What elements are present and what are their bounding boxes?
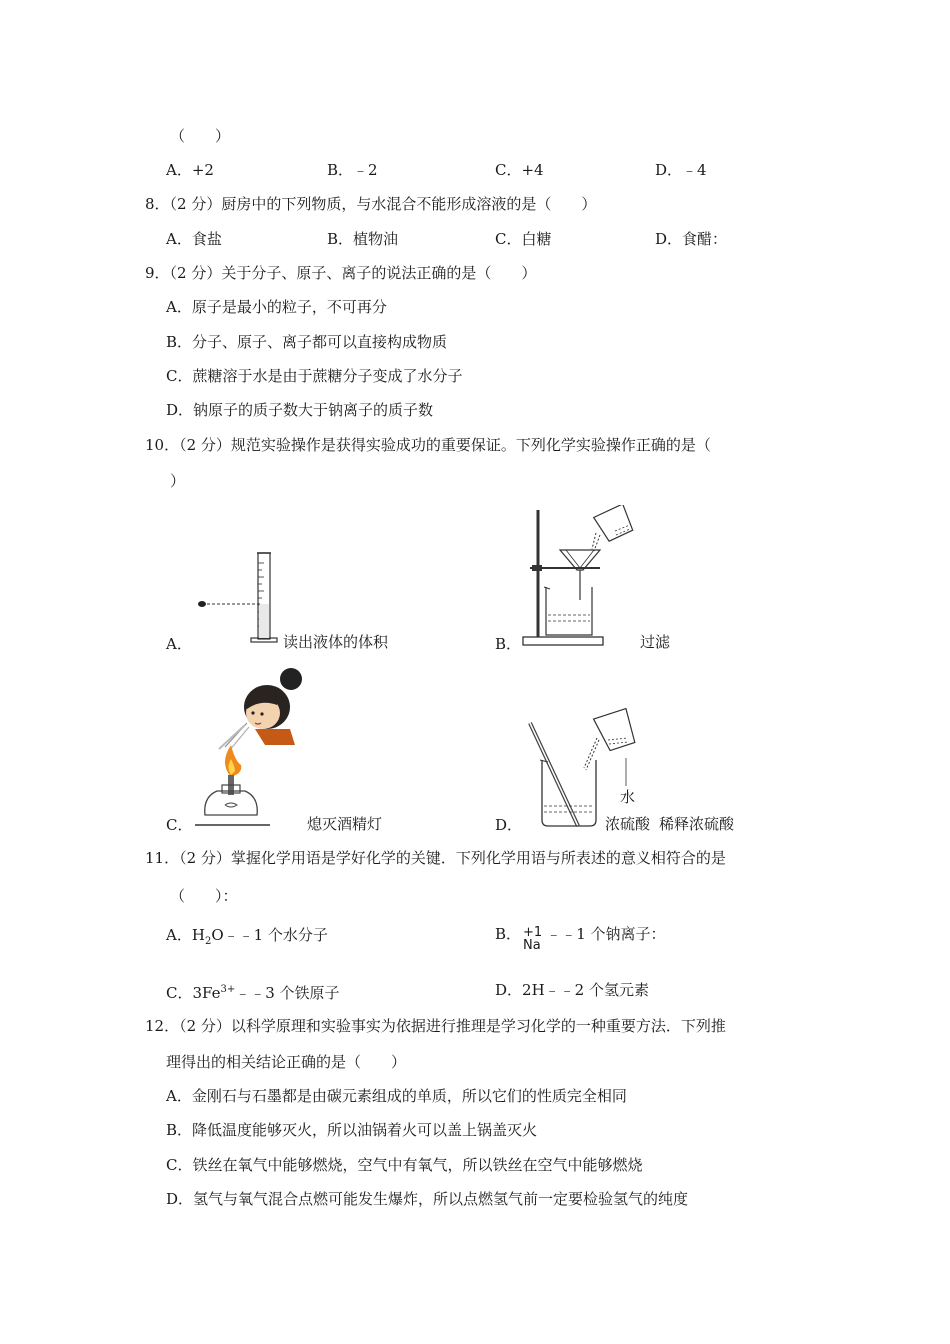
option-text: 食盐 (191, 230, 222, 248)
option-text: ﹣2 (353, 161, 378, 179)
q12-option-c[interactable]: C．铁丝在氧气中能够燃烧，空气中有氧气，所以铁丝在空气中能够燃烧 (166, 1156, 643, 1174)
q10-option-a-letter[interactable]: A． (166, 635, 192, 653)
q12-option-b[interactable]: B．降低温度能够灭火，所以油锅着火可以盖上锅盖灭火 (166, 1121, 538, 1139)
q8-stem: 8．（2 分）厨房中的下列物质，与水混合不能形成溶液的是（ ） (145, 195, 597, 213)
option-meaning: ﹣﹣3 个铁原子 (235, 984, 340, 1002)
option-text: 白糖 (521, 230, 552, 248)
element-symbol: Na (523, 938, 541, 953)
q10-option-b-caption: 过滤 (640, 633, 671, 651)
q11-option-d[interactable] (495, 980, 649, 1000)
option-text: 植物油 (353, 230, 399, 248)
q12-option-a[interactable]: A．金刚石与石墨都是由碳元素组成的单质，所以它们的性质完全相同 (166, 1087, 627, 1105)
q10-option-d-caption: 稀释浓硫酸 (659, 815, 735, 833)
q9-option-b[interactable]: B．分子、原子、离子都可以直接构成物质 (166, 333, 448, 351)
filtration-figure (520, 505, 645, 654)
q10-option-a-caption: 读出液体的体积 (283, 633, 389, 651)
q11-option-a[interactable] (166, 925, 328, 952)
formula-text: 3Fe (192, 984, 221, 1002)
q11-stem-line1: 11．（2 分）掌握化学用语是学好化学的关键．下列化学用语与所表述的意义相符合的是 (145, 849, 726, 867)
option-meaning: ﹣﹣1 个水分子 (223, 926, 328, 944)
q9-option-a[interactable]: A．原子是最小的粒子，不可再分 (166, 298, 387, 316)
formula-subscript: 2 (204, 936, 212, 947)
q9-option-d[interactable]: D．钠原子的质子数大于钠离子的质子数 (166, 401, 434, 419)
acid-label: 浓硫酸 (605, 815, 651, 833)
water-label: 水 (620, 788, 636, 806)
option-letter: A． (166, 926, 192, 944)
option-text: 食醋： (682, 230, 728, 248)
q11-option-c[interactable] (166, 980, 340, 1003)
option-text: +4 (521, 161, 544, 179)
formula-text: H (191, 926, 205, 944)
q11-option-b[interactable] (495, 922, 666, 953)
sodium-ion-notation (523, 926, 542, 952)
formula-text: 2H (522, 981, 545, 999)
q12-stem-line1: 12．（2 分）以科学原理和实验事实为依据进行推理是学习化学的一种重要方法．下列推 (145, 1017, 726, 1035)
q10-stem-line2: ） (170, 472, 186, 490)
charge-label: +1 (523, 925, 543, 940)
option-letter: D． (655, 230, 683, 248)
q7-option-b[interactable] (327, 160, 378, 180)
q8-option-d[interactable] (655, 229, 727, 249)
q10-option-b-letter[interactable]: B． (495, 635, 522, 653)
q10-option-c-letter[interactable]: C． (166, 816, 193, 834)
option-letter: A． (166, 230, 192, 248)
q12-option-d[interactable]: D．氢气与氧气混合点燃可能发生爆炸，所以点燃氢气前一定要检验氢气的纯度 (166, 1190, 689, 1208)
q7-option-d[interactable] (655, 160, 707, 180)
q10-option-c-caption: 熄灭酒精灯 (307, 815, 383, 833)
option-letter: C． (166, 984, 193, 1002)
option-text: ﹣4 (682, 161, 707, 179)
option-letter: D． (655, 161, 683, 179)
q7-paren: （ ） (170, 127, 231, 145)
q8-option-b[interactable] (327, 229, 398, 249)
q8-option-a[interactable] (166, 229, 222, 249)
option-meaning: ﹣﹣2 个氢元素 (544, 981, 649, 999)
option-letter: B． (327, 161, 354, 179)
q10-stem-line1: 10．（2 分）规范实验操作是获得实验成功的重要保证。下列化学实验操作正确的是（ (145, 436, 711, 454)
q9-option-c[interactable]: C．蔗糖溶于水是由于蔗糖分子变成了水分子 (166, 367, 463, 385)
option-letter: B． (495, 925, 522, 943)
q8-option-c[interactable] (495, 229, 552, 249)
option-letter: B． (327, 230, 354, 248)
q11-stem-line2: （ ）： (170, 887, 238, 905)
q7-option-c[interactable] (495, 160, 544, 180)
option-text: +2 (191, 161, 214, 179)
q12-stem-line2: 理得出的相关结论正确的是（ ） (166, 1053, 407, 1071)
alcohol-lamp-figure (195, 665, 310, 834)
graduated-cylinder-figure (195, 548, 285, 652)
q7-option-a[interactable] (166, 160, 214, 180)
q9-stem: 9．（2 分）关于分子、原子、离子的说法正确的是（ ） (145, 264, 537, 282)
option-letter: D． (495, 981, 523, 999)
formula-text: O (211, 926, 224, 944)
formula-superscript: 3+ (220, 984, 236, 995)
option-letter: C． (495, 161, 522, 179)
option-letter: A． (166, 161, 192, 179)
option-letter: C． (495, 230, 522, 248)
q10-option-d-letter[interactable]: D． (495, 816, 523, 834)
option-meaning: ﹣﹣1 个钠离子： (546, 925, 666, 943)
